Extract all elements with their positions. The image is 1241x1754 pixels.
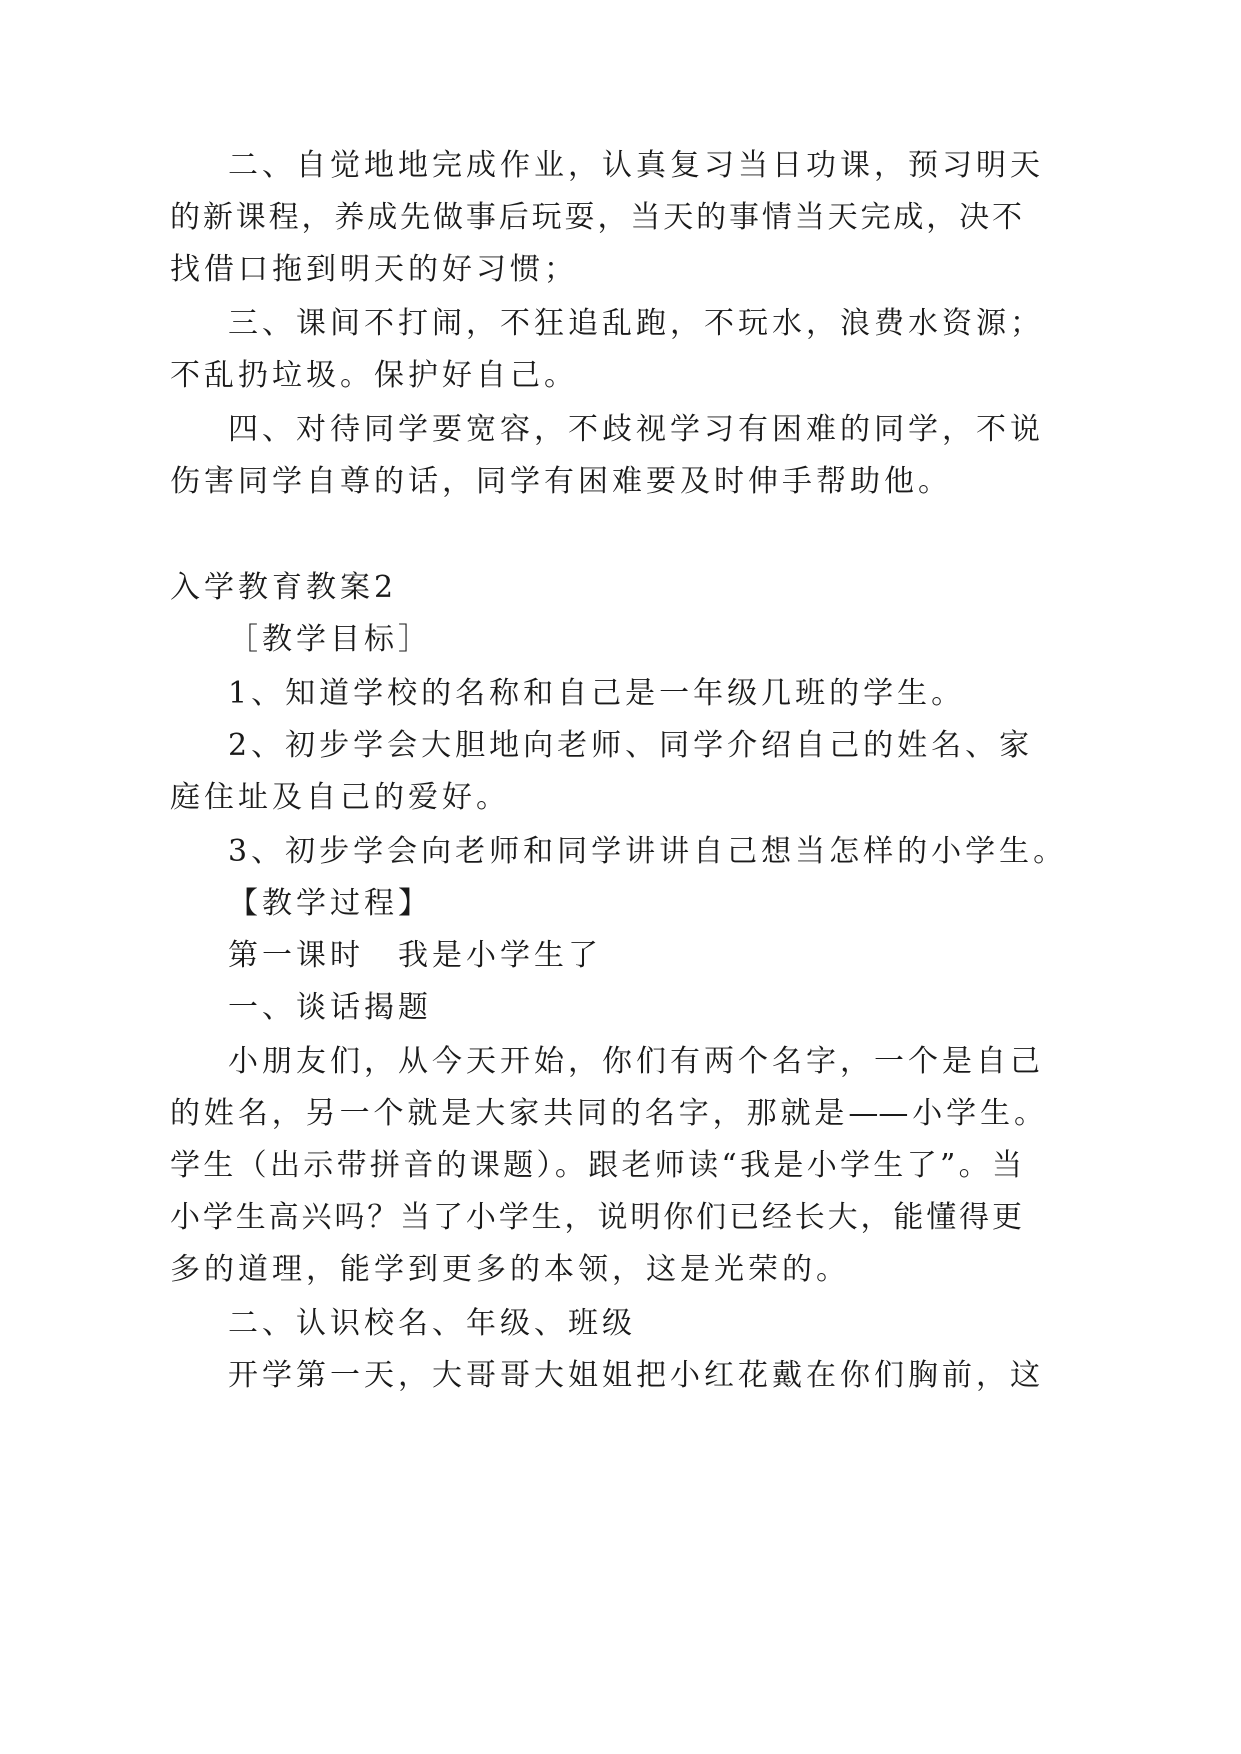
paragraph-line: 二、自觉地地完成作业，认真复习当日功课，预习明天 [228,148,1044,183]
paragraph-line: 不乱扔垃圾。保护好自己。 [170,358,578,393]
objective-line: 庭住址及自己的爱好。 [170,780,510,815]
part2-line: 开学第一天，大哥哥大姐姐把小红花戴在你们胸前，这 [228,1358,1044,1393]
part1-line: 学生（出示带拼音的课题）。跟老师读“我是小学生了”。当 [170,1148,1022,1183]
part1-heading: 一、谈话揭题 [228,990,432,1025]
paragraph-line: 的新课程，养成先做事后玩耍，当天的事情当天完成，决不 [170,200,1022,235]
paragraph-line: 伤害同学自尊的话，同学有困难要及时伸手帮助他。 [170,464,952,499]
paragraph-line: 找借口拖到明天的好习惯； [170,252,578,287]
objective-line: 3、初步学会向老师和同学讲讲自己想当怎样的小学生。 [228,834,1068,869]
part1-line: 小学生高兴吗？当了小学生，说明你们已经长大，能懂得更 [170,1200,1022,1235]
objectives-heading: ［教学目标］ [228,622,432,657]
part2-heading: 二、认识校名、年级、班级 [228,1306,636,1341]
part1-line: 的姓名，另一个就是大家共同的名字，那就是——小学生。 [170,1096,1044,1131]
part1-line: 小朋友们，从今天开始，你们有两个名字，一个是自己 [228,1044,1044,1079]
paragraph-line: 四、对待同学要宽容，不歧视学习有困难的同学，不说 [228,412,1044,447]
lesson-title: 第一课时 我是小学生了 [228,938,602,973]
part1-line: 多的道理，能学到更多的本领，这是光荣的。 [170,1252,850,1287]
section-title: 入学教育教案2 [170,570,398,605]
paragraph-line: 三、课间不打闹，不狂追乱跑，不玩水，浪费水资源； [228,306,1044,341]
process-heading: 【教学过程】 [228,886,432,921]
objective-line: 2、初步学会大胆地向老师、同学介绍自己的姓名、家 [228,728,1034,763]
objective-line: 1、知道学校的名称和自己是一年级几班的学生。 [228,676,966,711]
